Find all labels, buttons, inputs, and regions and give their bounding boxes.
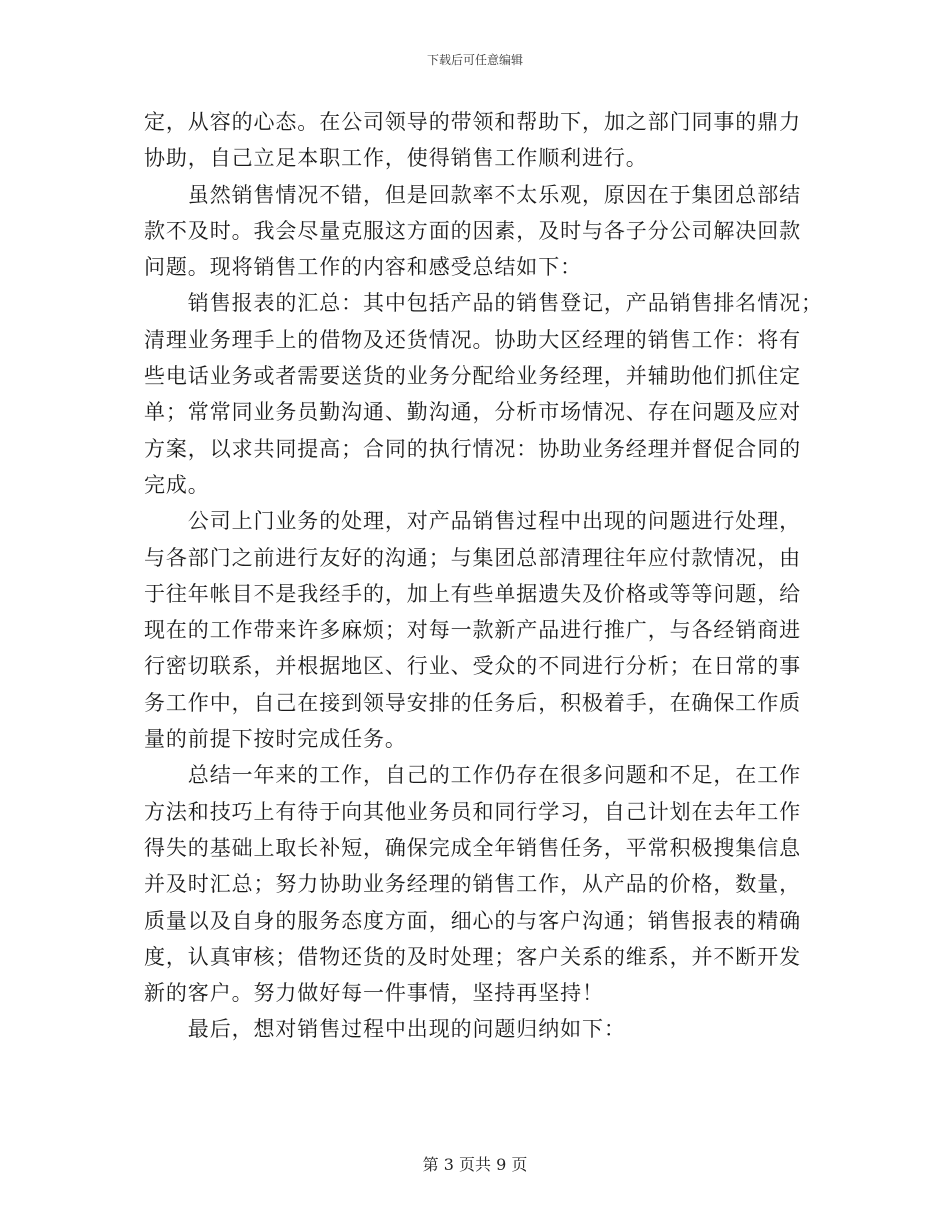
paragraph	[144, 1011, 806, 1047]
text-line: 些电话业务或者需要送货的业务分配给业务经理，并辅助他们抓住定	[144, 364, 801, 389]
page-footer: 第 3 页共 9 页	[422, 1155, 528, 1174]
document-body	[144, 104, 823, 1048]
text-line: 定，从容的心态。在公司领导的带领和帮助下，加之部门同事的鼎力	[144, 110, 801, 134]
text-line: 得失的基础上取长补短，确保完成全年销售任务，平常积极搜集信息	[144, 835, 801, 860]
page-header: 下载后可任意编辑	[426, 53, 523, 67]
text-line: 质量以及自身的服务态度方面，细心的与客户沟通；销售报表的精确	[144, 908, 801, 933]
text-line: 方法和技巧上有待于向其他业务员和同行学习，自己计划在去年工作	[144, 799, 801, 824]
text-line: 度，认真审核；借物还货的及时处理；客户关系的维系，并不断开发	[144, 944, 801, 969]
paragraph	[144, 285, 823, 503]
text-line: 量的前提下按时完成任务。	[144, 727, 407, 752]
text-line: 与各部门之前进行友好的沟通；与集团总部清理往年应付款情况，由	[144, 545, 801, 570]
text-line: 务工作中，自己在接到领导安排的任务后，积极着手，在确保工作质	[144, 690, 801, 715]
text-line: 并及时汇总；努力协助业务经理的销售工作，从产品的价格，数量，	[144, 872, 801, 897]
text-line: 方案，以求共同提高；合同的执行情况：协助业务经理并督促合同的	[144, 436, 801, 461]
text-line: 完成。	[144, 472, 210, 497]
text-line: 问题。现将销售工作的内容和感受总结如下：	[144, 255, 582, 280]
text-line: 总结一年来的工作，自己的工作仍存在很多问题和不足，在工作	[144, 763, 801, 788]
text-line: 销售报表的汇总：其中包括产品的销售登记，产品销售排名情况；	[144, 291, 823, 316]
text-line: 于往年帐目不是我经手的，加上有些单据遗失及价格或等等问题，给	[144, 581, 801, 606]
paragraph	[144, 757, 806, 1011]
paragraph	[144, 104, 806, 177]
paragraph	[144, 177, 806, 286]
text-line: 清理业务理手上的借物及还货情况。协助大区经理的销售工作：将有	[144, 327, 801, 352]
paragraph	[144, 503, 806, 757]
text-line: 单；常常同业务员勤沟通、勤沟通，分析市场情况、存在问题及应对	[144, 400, 801, 425]
text-line: 款不及时。我会尽量克服这方面的因素，及时与各子分公司解决回款	[144, 218, 801, 243]
text-line: 公司上门业务的处理，对产品销售过程中出现的问题进行处理，	[144, 509, 801, 534]
text-line: 最后，想对销售过程中出现的问题归纳如下：	[144, 1017, 626, 1042]
text-line: 新的客户。努力做好每一件事情，坚持再坚持！	[144, 981, 604, 1006]
text-line: 虽然销售情况不错，但是回款率不太乐观，原因在于集团总部结	[144, 182, 801, 207]
text-line: 现在的工作带来许多麻烦；对每一款新产品进行推广，与各经销商进	[144, 618, 801, 643]
text-line: 协助，自己立足本职工作，使得销售工作顺利进行。	[144, 146, 648, 171]
text-line: 行密切联系，并根据地区、行业、受众的不同进行分析；在日常的事	[144, 654, 801, 679]
